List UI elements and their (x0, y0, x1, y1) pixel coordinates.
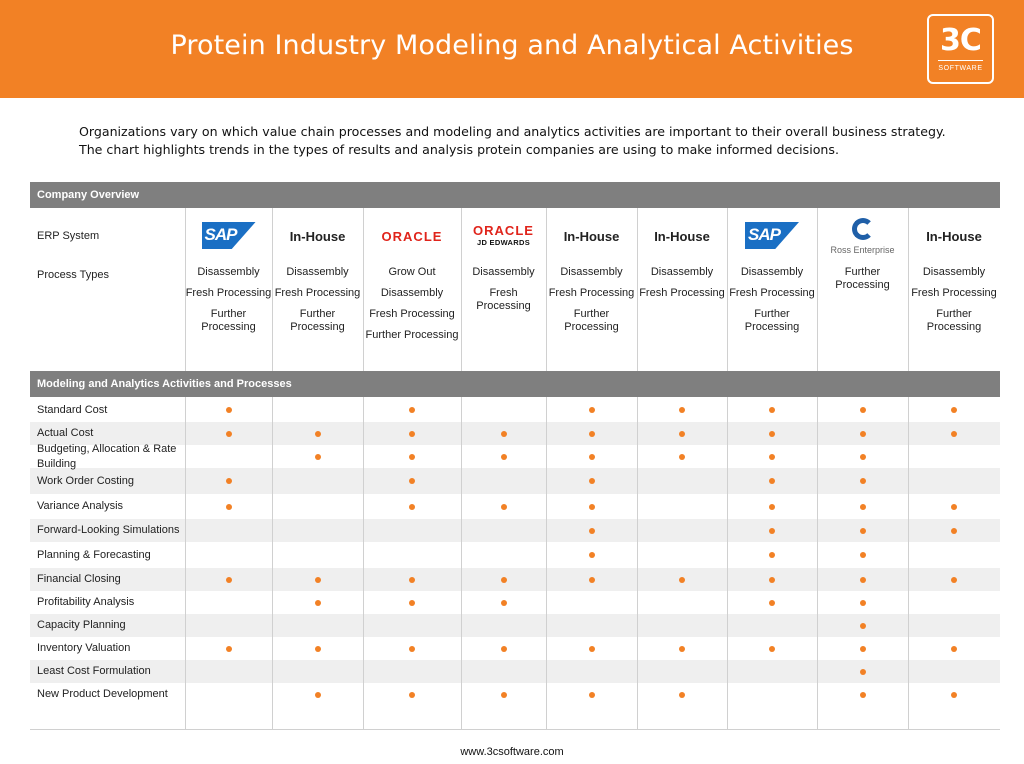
oracle-jde-logo-icon: ORACLE (473, 223, 534, 238)
activity-mark-dot (951, 504, 957, 510)
activity-mark-dot (409, 577, 415, 583)
activity-mark-dot (589, 692, 595, 698)
activity-mark-dot (769, 431, 775, 437)
activity-mark-dot (226, 478, 232, 484)
activity-mark-dot (226, 504, 232, 510)
erp-name: In-House (563, 229, 620, 244)
activity-mark-dot (315, 454, 321, 460)
activity-label: Financial Closing (37, 573, 121, 585)
activity-mark-dot (860, 407, 866, 413)
activity-mark-dot (860, 600, 866, 606)
activity-mark-dot (501, 600, 507, 606)
process-type: Disassembly (650, 266, 714, 278)
activity-mark-dot (226, 431, 232, 437)
activity-label: New Product Development (37, 688, 168, 700)
process-type: Further Processing (744, 308, 800, 333)
activity-mark-dot (769, 528, 775, 534)
activity-mark-dot (409, 646, 415, 652)
activity-mark-dot (501, 577, 507, 583)
activity-mark-dot (769, 504, 775, 510)
erp-cell (637, 222, 727, 252)
process-type: Further Processing (290, 308, 345, 333)
activity-mark-dot (409, 692, 415, 698)
activity-label: Standard Cost (37, 403, 108, 416)
activity-label: Least Cost Formulation (37, 665, 151, 677)
activity-mark-dot (679, 577, 685, 583)
activity-mark-dot (315, 600, 321, 606)
process-type: Fresh Processing (185, 287, 272, 299)
sap-logo-text: SAP (204, 225, 237, 244)
activity-mark-dot (951, 577, 957, 583)
ross-logo-icon (817, 218, 908, 245)
column-divider (637, 397, 638, 730)
process-types-cell (363, 266, 461, 350)
activity-mark-dot (226, 407, 232, 413)
activity-mark-dot (409, 478, 415, 484)
activity-mark-dot (501, 454, 507, 460)
activity-mark-dot (226, 646, 232, 652)
logo-main-text: 3C (940, 23, 981, 58)
activity-mark-dot (409, 454, 415, 460)
erp-cell (817, 218, 908, 255)
activity-mark-dot (589, 407, 595, 413)
activity-mark-dot (501, 646, 507, 652)
activity-mark-dot (589, 454, 595, 460)
erp-cell (727, 222, 817, 252)
logo-divider (938, 60, 983, 61)
process-type: Further Processing (201, 308, 256, 333)
process-types-cell (637, 266, 727, 308)
process-type: Fresh Processing (729, 287, 815, 299)
activity-mark-dot (860, 431, 866, 437)
activity-label: Forward-Looking Simulations (37, 524, 180, 536)
activity-mark-dot (679, 431, 685, 437)
activity-label: Actual Cost (37, 427, 94, 439)
activity-mark-dot (409, 407, 415, 413)
activity-mark-dot (679, 454, 685, 460)
process-type: Disassembly (560, 266, 623, 278)
erp-cell (363, 222, 461, 252)
activity-mark-dot (589, 646, 595, 652)
activity-mark-dot (860, 669, 866, 675)
activity-mark-dot (226, 577, 232, 583)
activity-mark-dot (769, 600, 775, 606)
table-bottom-border (30, 729, 1000, 730)
column-divider (817, 397, 818, 730)
activity-mark-dot (589, 478, 595, 484)
activity-mark-dot (860, 692, 866, 698)
activity-mark-dot (315, 431, 321, 437)
activity-mark-dot (860, 504, 866, 510)
process-types-cell (546, 266, 637, 342)
process-type: Further Processing (564, 308, 619, 333)
oracle-logo-icon: ORACLE (381, 229, 443, 244)
activity-mark-dot (589, 431, 595, 437)
activity-label: Profitability Analysis (37, 596, 135, 608)
process-types-cell (727, 266, 817, 342)
column-divider (727, 397, 728, 730)
column-divider (546, 397, 547, 730)
column-divider (185, 397, 186, 730)
activities-table (30, 182, 1000, 730)
ross-enterprise-text: Ross Enterprise (830, 245, 895, 255)
header-banner (0, 0, 1024, 98)
erp-cell (546, 222, 637, 252)
activity-mark-dot (769, 552, 775, 558)
activity-label: Budgeting, Allocation & Rate Building (37, 442, 177, 470)
activity-mark-dot (315, 692, 321, 698)
process-type: Fresh Processing (274, 287, 361, 299)
process-type: Further Processing (835, 266, 890, 291)
activity-mark-dot (860, 528, 866, 534)
process-type: Fresh Processing (369, 308, 455, 320)
activity-label: Capacity Planning (37, 619, 126, 631)
activity-mark-dot (501, 504, 507, 510)
activity-mark-dot (860, 646, 866, 652)
activity-label: Inventory Valuation (37, 642, 131, 654)
erp-system-label: ERP System (37, 230, 100, 242)
activity-mark-dot (951, 646, 957, 652)
activity-mark-dot (951, 407, 957, 413)
intro-paragraph: Organizations vary on which value chain processes and modeling and analytics activities are important to their overall business strategy. The chart highlights trends in the types of results and analysis protein companies are using to make informed decisions. (79, 124, 946, 157)
process-type: Further Processing (365, 329, 459, 341)
company-logo (927, 14, 994, 84)
process-types-cell (817, 266, 908, 300)
activity-mark-dot (860, 478, 866, 484)
erp-cell (272, 222, 363, 252)
sap-logo-text: SAP (748, 225, 780, 244)
process-type: Grow Out (388, 266, 436, 278)
process-types-cell (908, 266, 1000, 342)
process-type: Disassembly (286, 266, 349, 278)
activity-mark-dot (589, 552, 595, 558)
process-type: Further Processing (926, 308, 982, 333)
process-type: Disassembly (740, 266, 804, 278)
process-type: Fresh Processing (639, 287, 725, 299)
activity-mark-dot (679, 407, 685, 413)
column-divider (272, 397, 273, 730)
activity-label: Planning & Forecasting (37, 548, 151, 561)
process-types-cell (272, 266, 363, 342)
activity-mark-dot (589, 577, 595, 583)
page-title: Protein Industry Modeling and Analytical Activities (170, 30, 854, 61)
process-types-cell (185, 266, 272, 342)
activity-mark-dot (409, 431, 415, 437)
process-type: Disassembly (380, 287, 444, 299)
process-type: Disassembly (197, 266, 260, 278)
activity-mark-dot (769, 478, 775, 484)
activity-mark-dot (315, 577, 321, 583)
jd-edwards-text: JD EDWARDS (476, 238, 530, 247)
activity-mark-dot (860, 623, 866, 629)
activity-mark-dot (769, 577, 775, 583)
section-header-activities: Modeling and Analytics Activities and Processes (30, 371, 1000, 397)
erp-name: In-House (289, 229, 346, 244)
process-types-label: Process Types (37, 269, 109, 281)
sap-logo-icon (202, 222, 256, 249)
erp-cell (461, 222, 546, 252)
activity-mark-dot (679, 646, 685, 652)
column-divider (908, 397, 909, 730)
activity-label: Work Order Costing (37, 474, 134, 487)
activity-mark-dot (315, 646, 321, 652)
logo-sub-text: SOFTWARE (938, 65, 983, 72)
activity-mark-dot (951, 431, 957, 437)
activity-mark-dot (769, 454, 775, 460)
erp-name: In-House (654, 229, 710, 244)
erp-name: In-House (926, 229, 982, 244)
process-types-cell (461, 266, 546, 321)
activity-mark-dot (501, 431, 507, 437)
process-type: Disassembly (472, 266, 535, 278)
process-type: Fresh Processing (476, 287, 531, 312)
activity-label: Variance Analysis (37, 500, 124, 512)
erp-cell (908, 222, 1000, 252)
activity-mark-dot (679, 692, 685, 698)
activity-mark-dot (589, 504, 595, 510)
activity-mark-dot (951, 692, 957, 698)
process-type: Fresh Processing (548, 287, 635, 299)
activity-mark-dot (860, 552, 866, 558)
process-type: Disassembly (922, 266, 986, 278)
sap-logo-icon (745, 222, 799, 249)
activity-mark-dot (769, 646, 775, 652)
activity-mark-dot (951, 528, 957, 534)
column-divider (461, 397, 462, 730)
activity-mark-dot (860, 577, 866, 583)
activity-mark-dot (589, 528, 595, 534)
section-header-overview: Company Overview (30, 182, 1000, 208)
process-type: Fresh Processing (911, 287, 997, 299)
activity-mark-dot (409, 504, 415, 510)
activity-mark-dot (501, 692, 507, 698)
activity-mark-dot (860, 454, 866, 460)
activity-mark-dot (769, 407, 775, 413)
footer-url: www.3csoftware.com (460, 746, 564, 758)
column-divider (363, 397, 364, 730)
activity-mark-dot (409, 600, 415, 606)
erp-cell (185, 222, 272, 252)
